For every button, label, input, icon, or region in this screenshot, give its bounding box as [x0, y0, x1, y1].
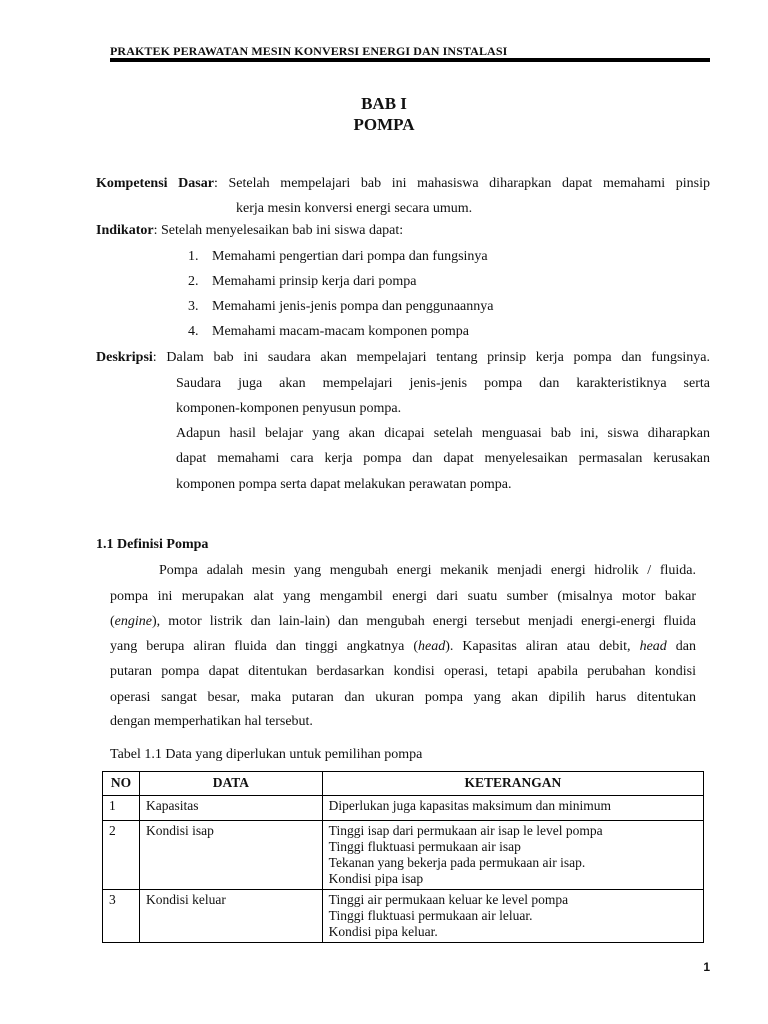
text-fragment: yang berupa aliran fluida dan tinggi angkatnya ( — [110, 639, 418, 654]
deskripsi-line-4: Adapun hasil belajar yang akan dicapai setelah menguasai bab ini, siswa diharapkan — [176, 426, 710, 441]
header-no: NO — [103, 772, 140, 796]
indikator-item-num: 1. — [188, 249, 199, 264]
indikator-line — [96, 222, 403, 240]
chapter-title: POMPA — [353, 115, 415, 134]
indikator-intro: : Setelah menyelesaikan bab ini siswa dapat: — [153, 223, 404, 238]
chapter-number: BAB I — [361, 94, 407, 113]
cell-keterangan — [322, 796, 703, 821]
cell-keterangan — [322, 890, 703, 943]
cell-no: 3 — [103, 890, 140, 943]
keterangan-line: Tinggi isap dari permukaan air isap le level pompa — [328, 823, 603, 838]
paragraph-line-3 — [110, 613, 696, 631]
deskripsi-line-2: Saudara juga akan mempelajari jenis-jenis pompa dan karakteristiknya serta — [176, 376, 710, 391]
kompetensi-label: Kompetensi Dasar — [96, 176, 214, 191]
text-fragment: ). Kapasitas aliran atau debit, — [445, 639, 640, 654]
italic-term-engine: engine — [114, 614, 152, 629]
table-caption: Tabel 1.1 Data yang diperlukan untuk pemilihan pompa — [110, 747, 423, 762]
deskripsi-text: : Dalam bab ini saudara akan mempelajari tentang prinsip kerja pompa dan fungsinya. — [152, 350, 710, 365]
cell-keterangan — [322, 821, 703, 890]
keterangan-line: Kondisi pipa keluar. — [328, 924, 438, 939]
deskripsi-line-1 — [96, 349, 710, 367]
cell-data: Kondisi isap — [139, 821, 322, 890]
indikator-item-text: Memahami jenis-jenis pompa dan penggunaannya — [212, 299, 494, 314]
deskripsi-line-6: komponen pompa serta dapat melakukan perawatan pompa. — [176, 477, 512, 492]
italic-term-head: head — [639, 639, 667, 654]
text-fragment: dan — [666, 639, 697, 654]
cell-no: 2 — [103, 821, 140, 890]
cell-no: 1 — [103, 796, 140, 821]
indikator-item-text: Memahami pengertian dari pompa dan fungsinya — [212, 249, 488, 264]
indikator-item-text: Memahami prinsip kerja dari pompa — [212, 274, 417, 289]
paragraph-line-6: operasi sangat besar, maka putaran dan ukuran pompa yang akan dipilih harus ditentukan — [110, 690, 696, 705]
table-row — [103, 890, 704, 943]
header-rule — [110, 58, 710, 62]
table-row — [103, 796, 704, 821]
indikator-item-num: 3. — [188, 299, 199, 314]
kompetensi-line-2: kerja mesin konversi energi secara umum. — [236, 201, 473, 216]
keterangan-line: Diperlukan juga kapasitas maksimum dan minimum — [328, 798, 611, 813]
keterangan-line: Tinggi air permukaan keluar ke level pompa — [328, 892, 569, 907]
section-heading: 1.1 Definisi Pompa — [96, 537, 209, 552]
running-header: PRAKTEK PERAWATAN MESIN KONVERSI ENERGI DAN INSTALASI — [110, 44, 508, 58]
paragraph-line-2: pompa ini merupakan alat yang mengambil energi dari suatu sumber (misalnya motor bakar — [110, 589, 696, 604]
table-header-row — [103, 772, 704, 796]
text-fragment: ( — [110, 614, 115, 629]
pump-selection-table — [102, 771, 704, 943]
indikator-item-text: Memahami macam-macam komponen pompa — [212, 324, 469, 339]
paragraph-line-5: putaran pompa dapat ditentukan berdasarkan kondisi operasi, tetapi apabila perubahan kondisi — [110, 664, 696, 679]
indikator-label: Indikator — [96, 223, 154, 238]
keterangan-line: Tekanan yang bekerja pada permukaan air isap. — [328, 855, 586, 870]
keterangan-line: Tinggi fluktuasi permukaan air leluar. — [328, 908, 533, 923]
italic-term-head: head — [418, 639, 446, 654]
keterangan-line: Tinggi fluktuasi permukaan air isap — [328, 839, 521, 854]
deskripsi-line-3: komponen-komponen penyusun pompa. — [176, 401, 402, 416]
header-data: DATA — [139, 772, 322, 796]
cell-data: Kondisi keluar — [139, 890, 322, 943]
kompetensi-text: : Setelah mempelajari bab ini mahasiswa diharapkan dapat memahami pinsip — [213, 176, 710, 191]
cell-data: Kapasitas — [139, 796, 322, 821]
header-keterangan: KETERANGAN — [322, 772, 703, 796]
table-row — [103, 821, 704, 890]
paragraph-line-7: dengan memperhatikan hal tersebut. — [110, 714, 313, 729]
page-number: 1 — [703, 960, 710, 974]
indikator-item-num: 4. — [188, 324, 199, 339]
paragraph-line-1: Pompa adalah mesin yang mengubah energi mekanik menjadi energi hidrolik / fluida. — [159, 563, 696, 578]
deskripsi-line-5: dapat memahami cara kerja pompa dan dapat menyelesaikan permasalan kerusakan — [176, 451, 710, 466]
paragraph-line-4 — [110, 638, 696, 656]
text-fragment: ), motor listrik dan lain-lain) dan mengubah energi tersebut menjadi energi-energi fluida — [152, 614, 696, 629]
indikator-item-num: 2. — [188, 274, 199, 289]
kompetensi-line-1 — [96, 175, 710, 193]
keterangan-line: Kondisi pipa isap — [328, 871, 424, 886]
deskripsi-label: Deskripsi — [96, 350, 153, 365]
